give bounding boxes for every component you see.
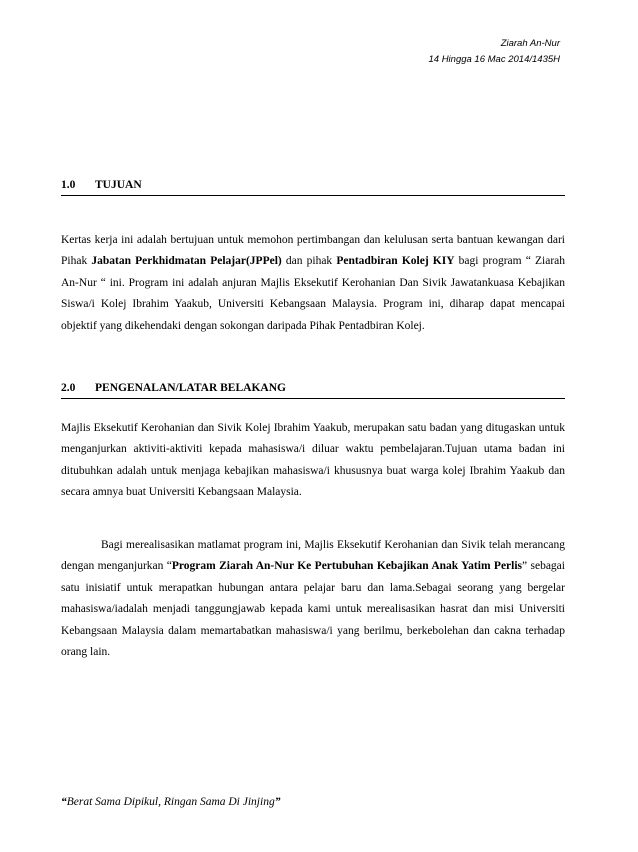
open-quote: “ — [61, 796, 67, 808]
motto-text: Berat Sama Dipikul, Ringan Sama Di Jinjing — [66, 796, 275, 808]
header-title: Ziarah An-Nur — [500, 38, 560, 49]
bold-text-kolej: Pentadbiran Kolej KIY — [336, 255, 455, 268]
section-title: TUJUAN — [95, 179, 142, 191]
section-number: 1.0 — [61, 179, 76, 191]
bold-text-program: Program Ziarah An-Nur Ke Pertubuhan Kebajikan Anak Yatim Perlis — [171, 560, 523, 573]
text-run: Bagi merealisasikan matlamat program ini, Majlis Eksekutif Kerohanian dan Sivik telah merancang dengan menganjurkan “ — [61, 539, 565, 573]
section-title: PENGENALAN/LATAR BELAKANG — [95, 382, 286, 394]
paragraph-pengenalan-2 — [61, 535, 565, 663]
section-heading-pengenalan — [61, 381, 565, 399]
close-quote: ” — [274, 796, 281, 808]
text-run: bagi program “ Ziarah An-Nur “ ini. Program ini adalah anjuran Majlis Eksekutif Kerohanian Dan Sivik Jawatankuasa Kebajikan Siswa/i Kolej Ibrahim Yaakub, Universiti Kebangsaan Malaysia. Program ini, diharap dapat mencapai objektif yang dikehendaki dengan sokongan daripada Pihak Pentadbiran Kolej. — [61, 255, 566, 332]
document-header — [428, 36, 560, 68]
paragraph-pengenalan-1 — [61, 418, 565, 504]
bold-text-jppel: Jabatan Perkhidmatan Pelajar(JPPel) — [91, 255, 282, 268]
header-date: 14 Hingga 16 Mac 2014/1435H — [428, 54, 560, 65]
section-heading-tujuan — [61, 178, 565, 196]
paragraph-tujuan — [61, 230, 565, 337]
footer-motto — [61, 796, 280, 808]
text-run: dan pihak — [281, 255, 337, 268]
section-number: 2.0 — [61, 382, 76, 394]
text-run: Kertas kerja ini adalah bertujuan untuk memohon pertimbangan dan kelulusan serta bantuan kewangan dari Pihak — [61, 234, 565, 268]
text-run: ” sebagai satu inisiatif untuk merapatkan hubungan antara pelajar baru dan lama.Sebagai seorang yang bergelar mahasiswa/iadalah menjadi tanggungjawab kepada kami untuk merealisasikan hasrat dan misi Universiti Kebangsaan Malaysia dalam memartabatkan mahasiswa/i yang berilmu, berkebolehan dan cakna terhadap orang lain. — [61, 560, 565, 659]
text-run: Majlis Eksekutif Kerohanian dan Sivik Kolej Ibrahim Yaakub, merupakan satu badan yang ditugaskan untuk menganjurkan aktiviti-aktiviti kepada mahasiswa/i diluar waktu pembelajaran.Tujuan utama badan ini ditubuhkan adalah untuk menjaga kebajikan mahasiswa/i khususnya buat warga kolej Ibrahim Yaakub dan secara amnya buat Universiti Kebangsaan Malaysia. — [61, 422, 565, 499]
